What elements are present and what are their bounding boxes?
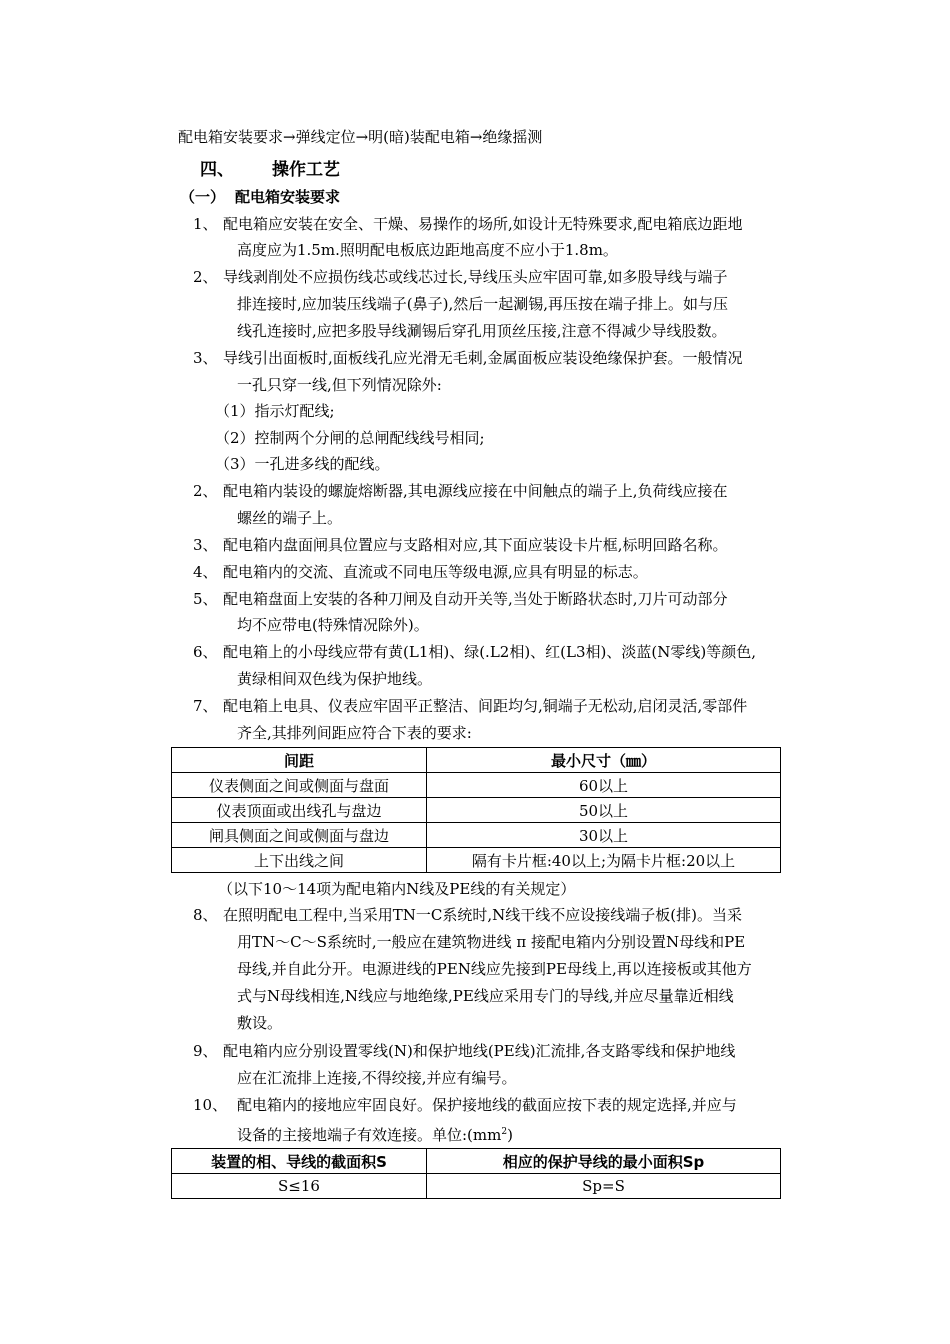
section-title: 操作工艺 xyxy=(272,160,340,180)
table-row xyxy=(172,773,781,798)
column-header: 相应的保护导线的最小面积Sp xyxy=(427,1149,781,1174)
table-cell: Sp=S xyxy=(427,1174,781,1199)
item-text: 配电箱应安装在安全、干燥、易操作的场所,如设计无特殊要求,配电箱底边距地 xyxy=(223,215,743,233)
item-text: 黄绿相间双色线为保护地线。 xyxy=(237,670,433,688)
item-text: 配电箱上电具、仪表应牢固平正整洁、间距均匀,铜端子无松动,启闭灵活,零部件 xyxy=(223,697,748,715)
table-row xyxy=(172,798,781,823)
item-text: 螺丝的端子上。 xyxy=(237,509,343,527)
item-text: 敷设。 xyxy=(237,1014,283,1032)
item-text-with-unit xyxy=(237,1119,513,1148)
table-cell: 闸具侧面之间或侧面与盘边 xyxy=(172,823,427,848)
item-number: 3、 xyxy=(193,349,218,367)
table-row xyxy=(172,848,781,873)
item-number: 2、 xyxy=(193,482,218,500)
item-number: 6、 xyxy=(193,643,218,661)
table-row xyxy=(172,1174,781,1199)
item-text: 设备的主接地端子有效连接。单位:(mm xyxy=(237,1126,502,1144)
table-cell: 50以上 xyxy=(427,798,781,823)
item-number: 1、 xyxy=(193,215,218,233)
item-number: 7、 xyxy=(193,697,218,715)
superscript: 2 xyxy=(501,1127,508,1137)
item-text: 用TN～C～S系统时,一般应在建筑物进线 π 接配电箱内分别设置N母线和PE xyxy=(237,933,746,951)
item-number: 8、 xyxy=(193,906,218,924)
item-number: 5、 xyxy=(193,590,218,608)
process-flow-line: 配电箱安装要求→弹线定位→明(暗)装配电箱→绝缘摇测 xyxy=(178,128,543,146)
table-header-row xyxy=(172,1149,781,1174)
item-text: 配电箱上的小母线应带有黄(L1相)、绿(.L2相)、红(L3相)、淡蓝(N零线)等颜色, xyxy=(223,643,756,661)
item-text: 母线,并自此分开。电源进线的PEN线应先接到PE母线上,再以连接板或其他方 xyxy=(237,960,752,978)
table-cell: 30以上 xyxy=(427,823,781,848)
table-row xyxy=(172,823,781,848)
subsection-number: （一） xyxy=(180,188,226,206)
item-text: 线孔连接时,应把多股导线涮锡后穿孔用顶丝压接,注意不得减少导线股数。 xyxy=(237,322,727,340)
item-text: 配电箱盘面上安装的各种刀闸及自动开关等,当处于断路状态时,刀片可动部分 xyxy=(223,590,728,608)
table-cell: 隔有卡片框:40以上;为隔卡片框:20以上 xyxy=(427,848,781,873)
item-text: 排连接时,应加装压线端子(鼻子),然后一起涮锡,再压按在端子排上。如与压 xyxy=(237,295,729,313)
subsection-title: 配电箱安装要求 xyxy=(235,188,341,206)
item-text: 一孔只穿一线,但下列情况除外: xyxy=(237,376,442,394)
item-text: 均不应带电(特殊情况除外)。 xyxy=(237,616,429,634)
column-header: 装置的相、导线的截面积S xyxy=(172,1149,427,1174)
item-text: 在照明配电工程中,当采用TN一C系统时,N线干线不应设接线端子板(排)。当采 xyxy=(223,906,742,924)
item-number: 9、 xyxy=(193,1042,218,1060)
item-text: 配电箱内应分别设置零线(N)和保护地线(PE线)汇流排,各支路零线和保护地线 xyxy=(223,1042,736,1060)
item-number: 2、 xyxy=(193,268,218,286)
column-header: 间距 xyxy=(172,748,427,773)
conductor-size-table xyxy=(171,1148,781,1199)
table-header-row xyxy=(172,748,781,773)
note-line: （以下10～14项为配电箱内N线及PE线的有关规定） xyxy=(218,880,576,898)
item-text-end: ) xyxy=(507,1126,513,1144)
item-text: 配电箱内的接地应牢固良好。保护接地线的截面应按下表的规定选择,并应与 xyxy=(237,1096,737,1114)
table-cell: S≤16 xyxy=(172,1174,427,1199)
item-text: 应在汇流排上连接,不得绞接,并应有编号。 xyxy=(237,1069,517,1087)
item-text: 导线剥削处不应损伤线芯或线芯过长,导线压头应牢固可靠,如多股导线与端子 xyxy=(223,268,728,286)
table-cell: 上下出线之间 xyxy=(172,848,427,873)
sub-item: （2）控制两个分闸的总闸配线线号相同; xyxy=(215,429,485,447)
item-text: 高度应为1.5m.照明配电板底边距地高度不应小于1.8m。 xyxy=(237,241,618,259)
item-text: 配电箱内装设的螺旋熔断器,其电源线应接在中间触点的端子上,负荷线应接在 xyxy=(223,482,728,500)
item-text: 导线引出面板时,面板线孔应光滑无毛刺,金属面板应装设绝缘保护套。一般情况 xyxy=(223,349,743,367)
sub-item: （3）一孔进多线的配线。 xyxy=(215,455,390,473)
table-cell: 仪表侧面之间或侧面与盘面 xyxy=(172,773,427,798)
item-number: 10、 xyxy=(193,1096,228,1114)
table-cell: 60以上 xyxy=(427,773,781,798)
item-number: 3、 xyxy=(193,536,218,554)
item-number: 4、 xyxy=(193,563,218,581)
column-header: 最小尺寸（㎜） xyxy=(427,748,781,773)
item-text: 配电箱内盘面闸具位置应与支路相对应,其下面应装设卡片框,标明回路名称。 xyxy=(223,536,728,554)
section-number: 四、 xyxy=(200,160,234,180)
table-cell: 仪表顶面或出线孔与盘边 xyxy=(172,798,427,823)
item-text: 式与N母线相连,N线应与地绝缘,PE线应采用专门的导线,并应尽量靠近相线 xyxy=(237,987,734,1005)
item-text: 齐全,其排列间距应符合下表的要求: xyxy=(237,724,472,742)
spacing-table xyxy=(171,747,781,873)
item-text: 配电箱内的交流、直流或不同电压等级电源,应具有明显的标志。 xyxy=(223,563,648,581)
sub-item: （1）指示灯配线; xyxy=(215,402,335,420)
